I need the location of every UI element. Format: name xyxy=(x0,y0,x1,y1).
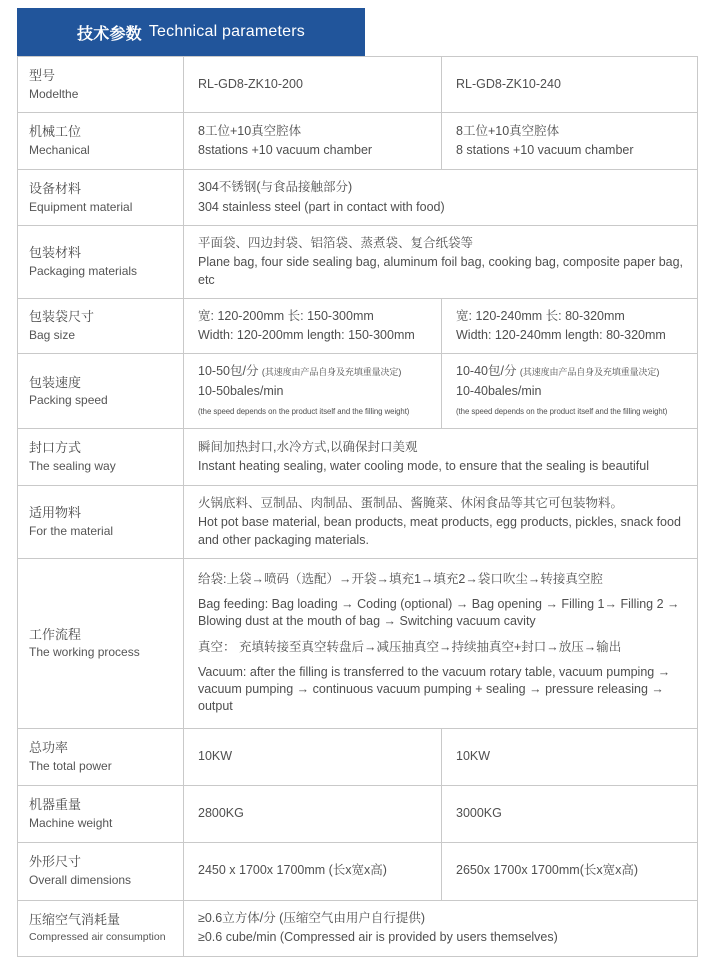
row-label-zh: 机械工位 xyxy=(29,124,82,140)
value-line xyxy=(198,402,431,419)
value-line xyxy=(456,123,687,140)
row-label-en: Machine weight xyxy=(29,815,113,830)
value-line xyxy=(456,142,687,159)
row-label-zh: 适用物料 xyxy=(29,505,82,521)
table-row-packing-speed xyxy=(18,354,697,429)
row-label-overall-dimensions xyxy=(18,843,183,900)
row-label-packing-speed xyxy=(18,354,183,428)
value-text: (其速度由产品自身及充填重量决定) xyxy=(519,367,660,378)
value-line xyxy=(198,235,687,252)
value-cell-for-the-material-1 xyxy=(183,486,697,558)
value-cell-bag-size-1 xyxy=(183,299,441,354)
value-text: Vacuum: after the filling is transferred to the vacuum rotary table, vacuum pumping → vacuum pumping → continuous vacuum pumping + sealing → pressure releasing → output xyxy=(198,664,671,714)
value-line xyxy=(198,123,431,140)
row-label-zh: 型号 xyxy=(29,67,56,83)
value-text: RL-GD8-ZK10-200 xyxy=(198,76,303,91)
value-line xyxy=(198,363,431,380)
value-line xyxy=(198,179,687,196)
value-text: Width: 120-240mm length: 80-320mm xyxy=(456,328,666,342)
section-title-en: Technical parameters xyxy=(148,23,305,40)
value-line xyxy=(456,308,687,325)
table-row-machine-weight xyxy=(18,786,697,843)
value-line xyxy=(198,383,431,400)
value-cell-total-power-2 xyxy=(441,729,697,785)
value-cell-overall-dimensions-2 xyxy=(441,843,697,900)
value-text: 10-40bales/min xyxy=(456,383,542,398)
row-label-packaging-materials xyxy=(18,226,183,298)
value-text: (其速度由产品自身及充填重量决定) xyxy=(261,367,402,378)
value-text: 10-40包/分 xyxy=(456,364,520,379)
value-line xyxy=(198,596,687,631)
row-label-zh: 封口方式 xyxy=(29,440,82,456)
value-line xyxy=(198,199,687,216)
value-line xyxy=(198,571,687,588)
value-text: 火锅底料、豆制品、肉制品、蛋制品、酱腌菜、休闲食品等其它可包装物料。 xyxy=(198,496,624,510)
value-line xyxy=(198,254,687,289)
value-cell-working-process-1 xyxy=(183,559,697,728)
row-label-machine-weight xyxy=(18,786,183,842)
table-row-model xyxy=(18,57,697,113)
value-line xyxy=(198,142,431,159)
row-label-en: Bag size xyxy=(29,328,76,343)
value-line xyxy=(198,458,687,475)
row-label-working-process xyxy=(18,559,183,728)
value-text: 2450 x 1700x 1700mm (长x宽x高) xyxy=(198,863,387,878)
value-line xyxy=(456,402,687,419)
value-cell-packing-speed-1 xyxy=(183,354,441,428)
table-row-sealing-way xyxy=(18,429,697,486)
row-label-en: Modelthe xyxy=(29,86,79,101)
row-label-en: The sealing way xyxy=(29,459,116,474)
row-label-zh: 设备材料 xyxy=(29,180,82,196)
section-header-banner xyxy=(17,8,365,56)
value-text: Hot pot base material, bean products, meat products, egg products, pickles, snack food and other packaging materials. xyxy=(198,515,681,547)
row-label-model xyxy=(18,57,183,112)
value-text: Bag feeding: Bag loading → Coding (optional) → Bag opening → Filling 1→ Filling 2 → Blowing dust at the mouth of bag → Switching vacuum cavity xyxy=(198,597,680,629)
spec-table xyxy=(17,56,698,957)
value-cell-packing-speed-2 xyxy=(441,354,697,428)
row-label-zh: 压缩空气消耗量 xyxy=(29,912,121,928)
value-line xyxy=(456,862,687,879)
row-label-en: Overall dimensions xyxy=(29,873,132,888)
table-row-overall-dimensions xyxy=(18,843,697,901)
value-text: 平面袋、四边封袋、铝箔袋、蒸煮袋、复合纸袋等 xyxy=(198,236,474,250)
value-cell-machine-weight-2 xyxy=(441,786,697,842)
value-cell-packaging-materials-1 xyxy=(183,226,697,298)
row-label-zh: 包装袋尺寸 xyxy=(29,309,95,325)
value-text: 8工位+10真空腔体 xyxy=(198,123,302,138)
value-text: 10-50bales/min xyxy=(198,383,284,398)
value-cell-model-2 xyxy=(441,57,697,112)
value-text: 10-50包/分 xyxy=(198,364,262,379)
value-line xyxy=(198,862,431,879)
row-label-total-power xyxy=(18,729,183,785)
row-label-zh: 工作流程 xyxy=(29,626,82,642)
value-line xyxy=(456,748,687,765)
value-text: Plane bag, four side sealing bag, aluminum foil bag, cooking bag, composite paper bag, etc xyxy=(198,255,684,287)
value-cell-bag-size-2 xyxy=(441,299,697,354)
value-line xyxy=(456,76,687,93)
value-cell-machine-weight-1 xyxy=(183,786,441,842)
row-label-zh: 外形尺寸 xyxy=(29,854,82,870)
value-line xyxy=(198,495,687,512)
row-label-en: The total power xyxy=(29,758,112,773)
table-row-total-power xyxy=(18,729,697,786)
value-text: 给袋:上袋→喷码（选配）→开袋→填充1→填充2→袋口吹尘→转接真空腔 xyxy=(198,571,603,586)
row-label-zh: 总功率 xyxy=(29,739,69,755)
value-line xyxy=(456,327,687,344)
row-label-bag-size xyxy=(18,299,183,354)
value-cell-overall-dimensions-1 xyxy=(183,843,441,900)
value-text: (the speed depends on the product itself and the filling weight) xyxy=(456,406,668,416)
row-label-en: Packaging materials xyxy=(29,264,138,279)
row-label-sealing-way xyxy=(18,429,183,485)
table-row-mechanical xyxy=(18,113,697,170)
row-label-zh: 包装速度 xyxy=(29,374,82,390)
value-text: RL-GD8-ZK10-240 xyxy=(456,76,561,91)
value-line xyxy=(456,383,687,400)
value-text: (the speed depends on the product itself and the filling weight) xyxy=(198,406,410,416)
value-text: 8stations +10 vacuum chamber xyxy=(198,143,373,157)
value-text: 2800KG xyxy=(198,805,244,820)
value-line xyxy=(198,327,431,344)
table-row-for-the-material xyxy=(18,486,697,559)
value-cell-equipment-material-1 xyxy=(183,170,697,225)
row-label-equipment-material xyxy=(18,170,183,225)
row-label-en: The working process xyxy=(29,645,140,660)
value-line xyxy=(198,76,431,93)
value-cell-model-1 xyxy=(183,57,441,112)
row-label-compressed-air xyxy=(18,901,183,956)
value-text: 10KW xyxy=(456,748,491,763)
table-row-bag-size xyxy=(18,299,697,355)
value-text: 8工位+10真空腔体 xyxy=(456,123,560,138)
value-line xyxy=(198,308,431,325)
value-text: 8 stations +10 vacuum chamber xyxy=(456,143,634,157)
value-cell-sealing-way-1 xyxy=(183,429,697,485)
row-label-zh: 机器重量 xyxy=(29,796,82,812)
row-label-zh: 包装材料 xyxy=(29,245,82,261)
value-text: Instant heating sealing, water cooling mode, to ensure that the sealing is beautiful xyxy=(198,459,649,473)
value-line xyxy=(198,748,431,765)
value-text: ≥0.6 cube/min (Compressed air is provided by users themselves) xyxy=(198,930,558,944)
row-label-en: Packing speed xyxy=(29,393,108,408)
value-text: 2650x 1700x 1700mm(长x宽x高) xyxy=(456,863,639,878)
value-text: 3000KG xyxy=(456,805,502,820)
value-line xyxy=(198,910,687,927)
section-title-zh: 技术参数 xyxy=(77,25,142,43)
value-cell-mechanical-2 xyxy=(441,113,697,169)
value-line xyxy=(198,664,687,716)
value-text: 304 stainless steel (part in contact with food) xyxy=(198,199,445,214)
value-line xyxy=(198,805,431,822)
value-line xyxy=(456,363,687,380)
value-line xyxy=(198,639,687,656)
row-label-en: For the material xyxy=(29,524,114,539)
table-row-working-process xyxy=(18,559,697,729)
value-text: 真空： 充填转接至真空转盘后→减压抽真空→持续抽真空+封口→放压→输出 xyxy=(198,639,622,654)
row-label-en: Equipment material xyxy=(29,199,133,214)
row-label-en: Compressed air consumption xyxy=(29,931,166,944)
value-line xyxy=(198,514,687,549)
value-cell-compressed-air-1 xyxy=(183,901,697,956)
value-text: Width: 120-200mm length: 150-300mm xyxy=(198,328,415,342)
value-text: 304不锈钢(与食品接触部分) xyxy=(198,180,353,195)
value-line xyxy=(198,439,687,456)
value-text: 宽: 120-200mm 长: 150-300mm xyxy=(198,308,374,323)
table-row-equipment-material xyxy=(18,170,697,226)
value-text: ≥0.6立方体/分 (压缩空气由用户自行提供) xyxy=(198,910,426,925)
row-label-mechanical xyxy=(18,113,183,169)
row-label-en: Mechanical xyxy=(29,143,90,158)
row-label-for-the-material xyxy=(18,486,183,558)
value-cell-mechanical-1 xyxy=(183,113,441,169)
table-row-compressed-air xyxy=(18,901,697,956)
value-text: 瞬间加热封口,水冷方式,以确保封口美观 xyxy=(198,439,418,454)
value-line xyxy=(456,805,687,822)
value-cell-total-power-1 xyxy=(183,729,441,785)
value-line xyxy=(198,929,687,946)
table-row-packaging-materials xyxy=(18,226,697,299)
value-text: 宽: 120-240mm 长: 80-320mm xyxy=(456,308,625,323)
value-text: 10KW xyxy=(198,748,233,763)
